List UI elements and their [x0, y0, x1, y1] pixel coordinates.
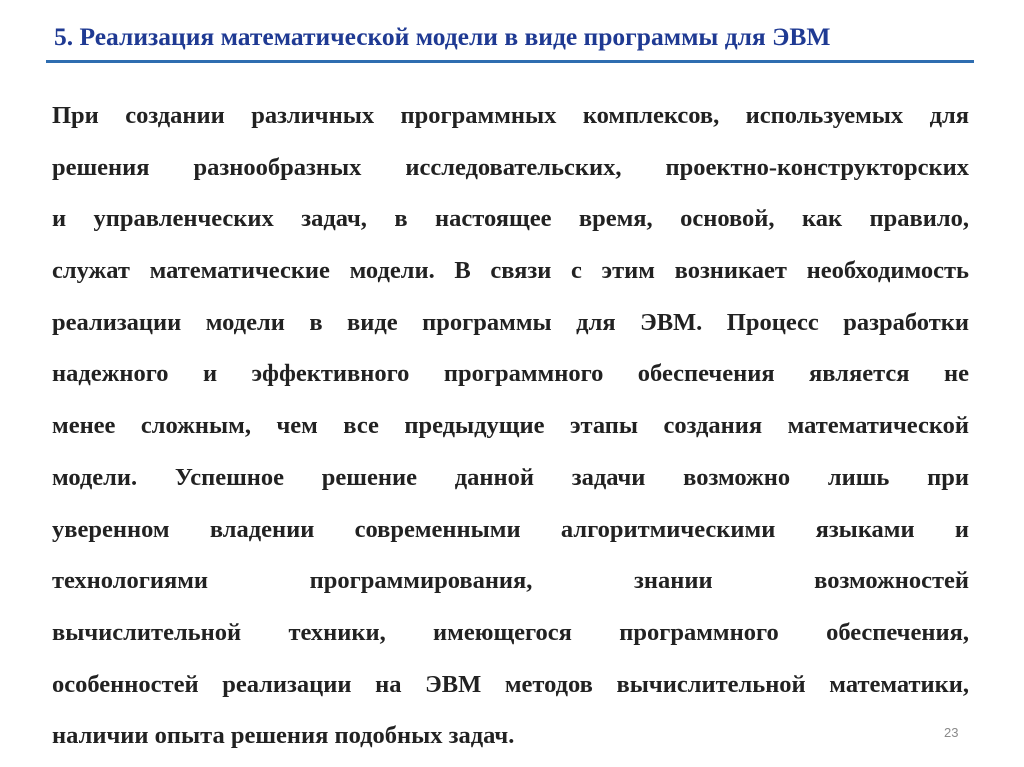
body-line: уверенном владении современными алгоритмическими языками и: [52, 515, 969, 543]
body-line: менее сложным, чем все предыдущие этапы создания математической: [52, 412, 969, 440]
body-line: и управленческих задач, в настоящее время, основой, как правило,: [52, 205, 969, 233]
body-line: технологиями программирования, знании возможностей: [52, 567, 969, 595]
body-line: надежного и эффективного программного обеспечения является не: [52, 360, 969, 388]
body-line: служат математические модели. В связи с этим возникает необходимость: [52, 257, 969, 285]
body-line: При создании различных программных комплексов, используемых для: [52, 102, 969, 129]
body-line: особенностей реализации на ЭВМ методов вычислительной математики,: [52, 670, 969, 698]
body-text: [52, 90, 969, 762]
title-divider: [46, 60, 974, 63]
body-line: модели. Успешное решение данной задачи возможно лишь при: [52, 463, 969, 491]
slide-title: 5. Реализация математической модели в виде программы для ЭВМ: [54, 22, 831, 51]
body-line: решения разнообразных исследовательских, проектно-конструкторских: [52, 153, 969, 181]
body-line: реализации модели в виде программы для ЭВМ. Процесс разработки: [52, 308, 969, 336]
body-line: наличии опыта решения подобных задач.: [52, 722, 515, 750]
page-number: 23: [944, 725, 959, 740]
body-line: вычислительной техники, имеющегося программного обеспечения,: [52, 618, 969, 646]
